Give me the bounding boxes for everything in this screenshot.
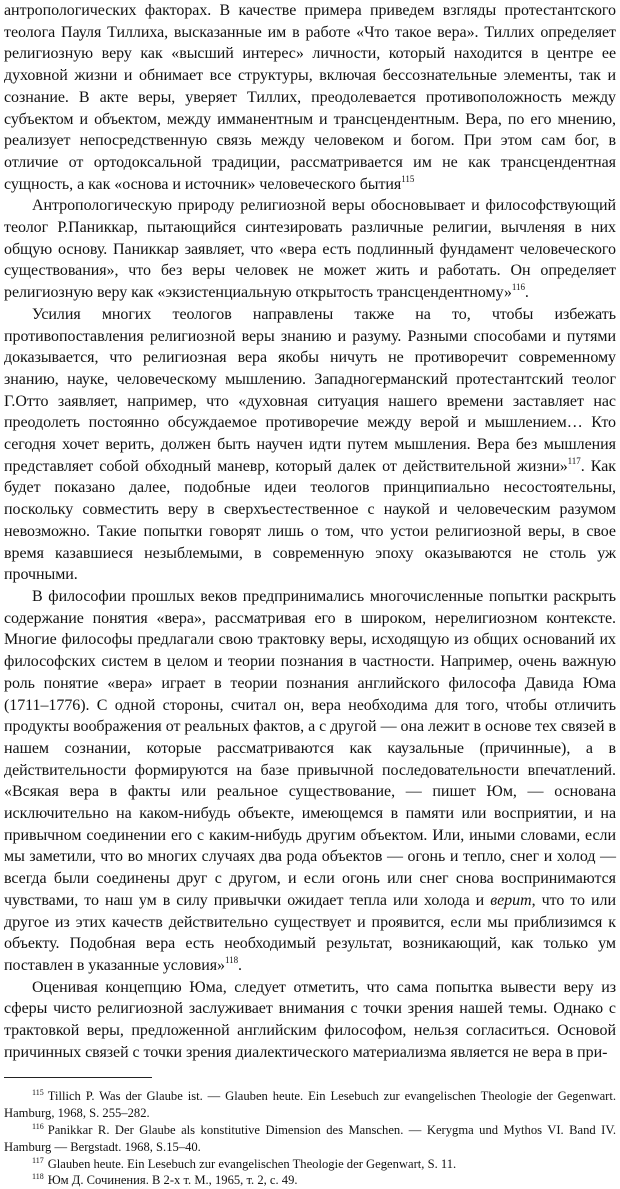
paragraph-text: В философии прошлых веков предпринимались многочисленные попытки раскрыть содержание понятия «вера», рассматривая его в широком, нерелигиозном контексте. Многие философы предлагали свою трактовку веры, исходящую из общих оснований их философских систем в целом и теории познания в частности. Например, очень важную роль понятие «вера» играет в теории познания английского философа Давида Юма (1711–1776). С одной стороны, считал он, вера необходима для того, чтобы отличить продукты воображения от реальных фактов, а с другой — она лежит в основе тех связей в нашем сознании, которые рассматриваются как каузальные (причинные), а в действительности формируются на базе привычной последовательности впечатлений. «Всякая вера в факты или реальное существование, — пишет Юм, — основана исключительно на каком-нибудь объекте, имеющемся в памяти или восприятии, и на привычном соединении его с каким-нибудь другим объектом. Или, иными словами, если мы заметили, что во многих случаях два рода объектов — огонь и тепло, снег и холод — всегда были соединены друг с другом, и если огонь или снег снова воспринимаются чувствами, то наш ум в силу привычки ожидает тепла или холода и <box>4 587 616 909</box>
footnote <box>4 1122 616 1156</box>
footnote-number: 115 <box>32 1088 44 1098</box>
paragraph-text: . <box>524 284 529 302</box>
paragraph <box>4 586 616 977</box>
footnote-reference: 117 <box>567 455 581 466</box>
paragraph-text: . Как будет показано далее, подобные идеи теологов принципиально несостоятельны, поскольку совместить веру в сверхъестественное с наукой и человеческим разумом невозможно. Такие попытки говорят лишь о том, что устои религиозной веры, в свое время казавшиеся незыблемыми, в современную эпоху оказываются не столь уж прочными. <box>4 457 616 584</box>
emphasized-text: верит <box>490 891 532 909</box>
footnote-number: 118 <box>32 1172 44 1182</box>
paragraph-text: антропологических факторах. В качестве примера приведем взгляды протестантского теолога Пауля Тиллиха, высказанные им в работе «Что такое вера». Тиллих определяет религиозную веру как «высший интерес» личности, который находится в центре ее духовной жизни и обнимает все структуры, включая бессознательные элементы, так и сознание. В акте веры, уверяет Тиллих, преодолевается противоположность между субъектом и объектом, между имманентным и трансцендентным. Вера, по его мнению, реализует непосредственную связь между человеком и богом. При этом сам бог, в отличие от ортодоксальной традиции, рассматривается им не как трансцендентная сущность, а как «основа и источник» человеческого бытия <box>4 2 616 193</box>
footnote-text: Panikkar R. Der Glaube als konstitutive Dimension des Manschen. — Kerygma und Mythos VI. Band IV. Hamburg — Bergstadt. 1968, S.15–40. <box>4 1123 616 1154</box>
paragraph <box>4 977 616 1064</box>
footnote <box>4 1172 616 1189</box>
body-text <box>4 0 616 1063</box>
paragraph <box>4 195 616 304</box>
paragraph-text: Оценивая концепцию Юма, следует отметить, что сама попытка вывести веру из сферы чисто религиозной заслуживает внимания с точки зрения нашей темы. Однако с трактовкой веры, предложенной английским философом, нельзя согласиться. Основой причинных связей с точки зрения диалектического материализма является не вера в при- <box>4 978 616 1061</box>
footnote-separator <box>4 1077 152 1078</box>
footnote-reference: 118 <box>225 954 239 965</box>
paragraph-text: , что то или другое из этих качеств действительно существует и проявится, если мы приблизимся к объекту. Подобная вера есть необходимый результат, возникающий, как только ум поставлен в указанные условия» <box>4 891 616 974</box>
paragraph-text: Усилия многих теологов направлены также на то, чтобы избежать противопоставления религиозной веры знанию и разуму. Разными способами и путями доказывается, что религиозная вера якобы ничуть не противоречит современному знанию, науке, человеческому мышлению. Западногерманский протестантский теолог Г.Отто заявляет, например, что «духовная ситуация нашего времени заставляет нас преодолеть постоянно обсуждаемое противоречие между верой и мышлением… Кто сегодня хочет верить, должен быть научен идти путем мышления. Вера без мышления представляет собой обходный маневр, который далек от действительной жизни» <box>4 305 616 475</box>
footnote-reference: 115 <box>401 173 415 184</box>
paragraph <box>4 0 616 195</box>
footnote-number: 117 <box>32 1155 44 1165</box>
footnote-text: Tillich P. Was der Glaube ist. — Glauben heute. Ein Lesebuch zur evangelischen Theologie der Gegenwart. Hamburg, 1968, S. 255–282. <box>4 1089 616 1121</box>
footnotes <box>4 1088 616 1189</box>
footnote <box>4 1156 616 1173</box>
footnote <box>4 1088 616 1122</box>
paragraph <box>4 304 616 586</box>
footnote-reference: 116 <box>511 282 525 293</box>
footnote-number: 116 <box>32 1122 44 1132</box>
paragraph-text: . <box>238 956 242 974</box>
footnote-text: Glauben heute. Ein Lesebuch zur evangelischen Theologie der Gegenwart, S. 11. <box>47 1156 457 1171</box>
footnote-text: Юм Д. Сочинения. В 2-х т. М., 1965, т. 2, с. 49. <box>47 1173 298 1188</box>
paragraph-text: Антропологическую природу религиозной веры обосновывает и философствующий теолог Р.Паниккар, пытающийся синтезировать различные религии, вычленяя в них общую основу. Паниккар заявляет, что «вера есть подлинный фундамент человеческого существования», что без веры человек не может жить и работать. Он определяет религиозную веру как «экзистенциальную открытость трансцендентному» <box>4 197 616 302</box>
